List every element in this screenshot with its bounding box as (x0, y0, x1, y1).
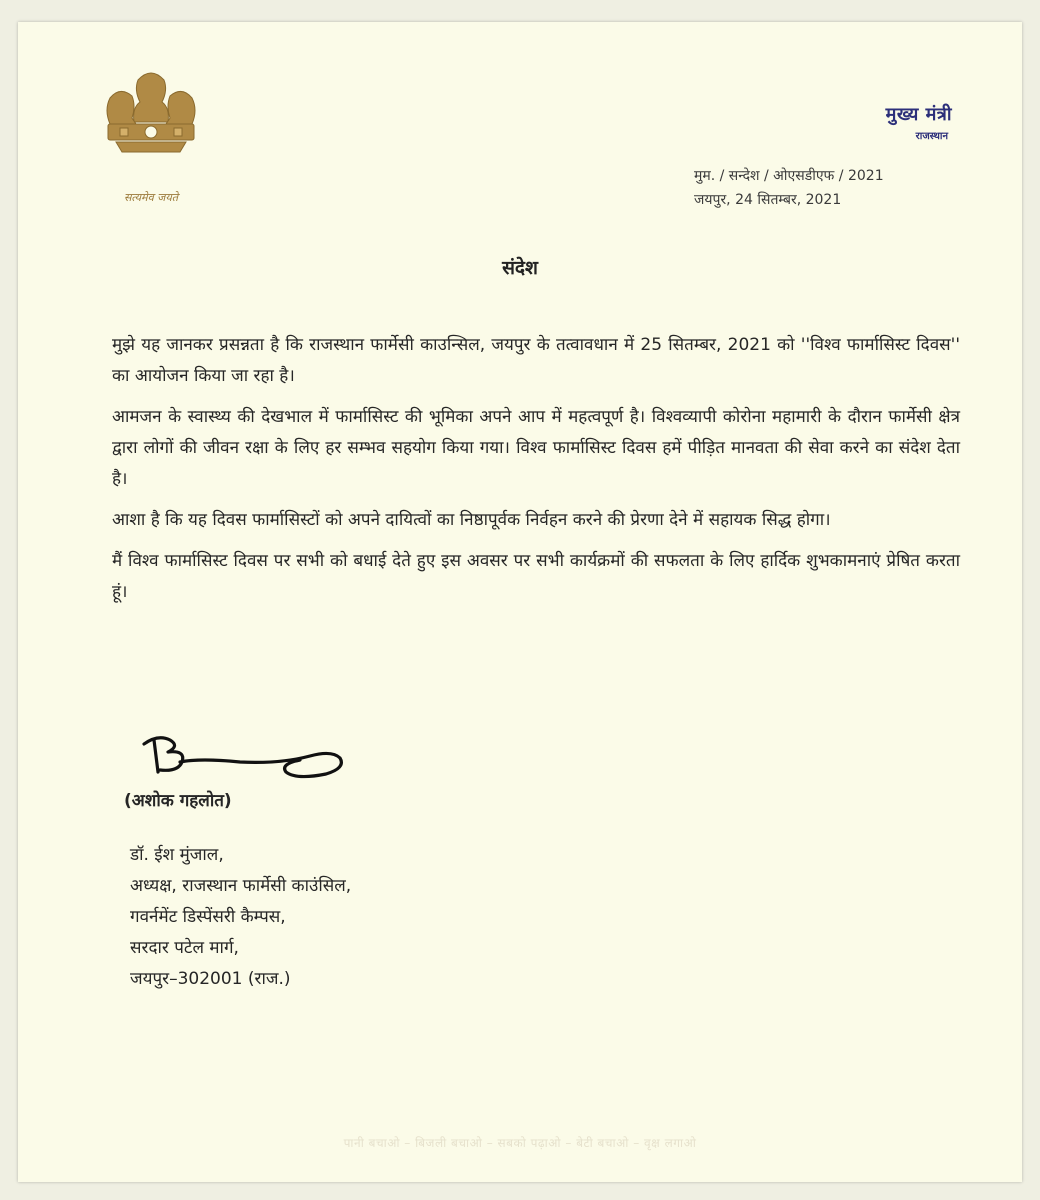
address-line: जयपुर–302001 (राज.) (130, 969, 291, 989)
letter-body (112, 330, 960, 618)
paragraph: मुझे यह जानकर प्रसन्नता है कि राजस्थान फार्मेसी काउन्सिल, जयपुर के तत्वावधान में 25 सितम्बर, 2021 को ''विश्व फार्मासिस्ट दिवस'' का आयोजन किया जा रहा है। (112, 335, 960, 386)
office-title: मुख्य मंत्री (885, 104, 952, 125)
letter-heading: संदेश (502, 257, 538, 279)
address-line: गवर्नमेंट डिस्पेंसरी कैम्पस, (130, 907, 286, 927)
handwritten-signature (136, 722, 366, 786)
paragraph: आमजन के स्वास्थ्य की देखभाल में फार्मासिस्ट की भूमिका अपने आप में महत्वपूर्ण है। विश्वव्यापी कोरोना महामारी के दौरान फार्मेसी क्षेत्र द्वारा लोगों की जीवन रक्षा के लिए हर सम्भव सहयोग किया गया। विश्व फार्मासिस्ट दिवस हमें पीड़ित मानवता की सेवा करने का संदेश देता है। (112, 407, 960, 489)
office-title-block (886, 102, 952, 142)
reference-block (694, 164, 884, 212)
letter-page (18, 22, 1022, 1182)
place-date: जयपुर, 24 सितम्बर, 2021 (694, 192, 842, 208)
address-line: अध्यक्ष, राजस्थान फार्मेसी काउंसिल, (130, 876, 352, 896)
office-state: राजस्थान (915, 131, 948, 142)
signer-name: (अशोक गहलोत) (124, 791, 232, 811)
recipient-address (130, 840, 351, 995)
lion-capital-icon (96, 62, 206, 190)
emblem-motto: सत्यमेव जयते (123, 191, 178, 204)
paragraph: मैं विश्व फार्मासिस्ट दिवस पर सभी को बधाई देते हुए इस अवसर पर सभी कार्यक्रमों की सफलता के लिए हार्दिक शुभकामनाएं प्रेषित करता हूं। (112, 551, 960, 602)
address-line: डॉ. ईश मुंजाल, (130, 845, 224, 865)
reference-number: मुम. / सन्देश / ओएसडीएफ / 2021 (694, 168, 884, 184)
address-line: सरदार पटेल मार्ग, (130, 938, 239, 958)
footer-slogan: पानी बचाओ – बिजली बचाओ – सबको पढ़ाओ – बेटी बचाओ – वृक्ष लगाओ (343, 1136, 697, 1150)
state-emblem (96, 62, 206, 212)
paragraph: आशा है कि यह दिवस फार्मासिस्टों को अपने दायित्वों का निष्ठापूर्वक निर्वहन करने की प्रेरणा देने में सहायक सिद्ध होगा। (112, 510, 831, 530)
